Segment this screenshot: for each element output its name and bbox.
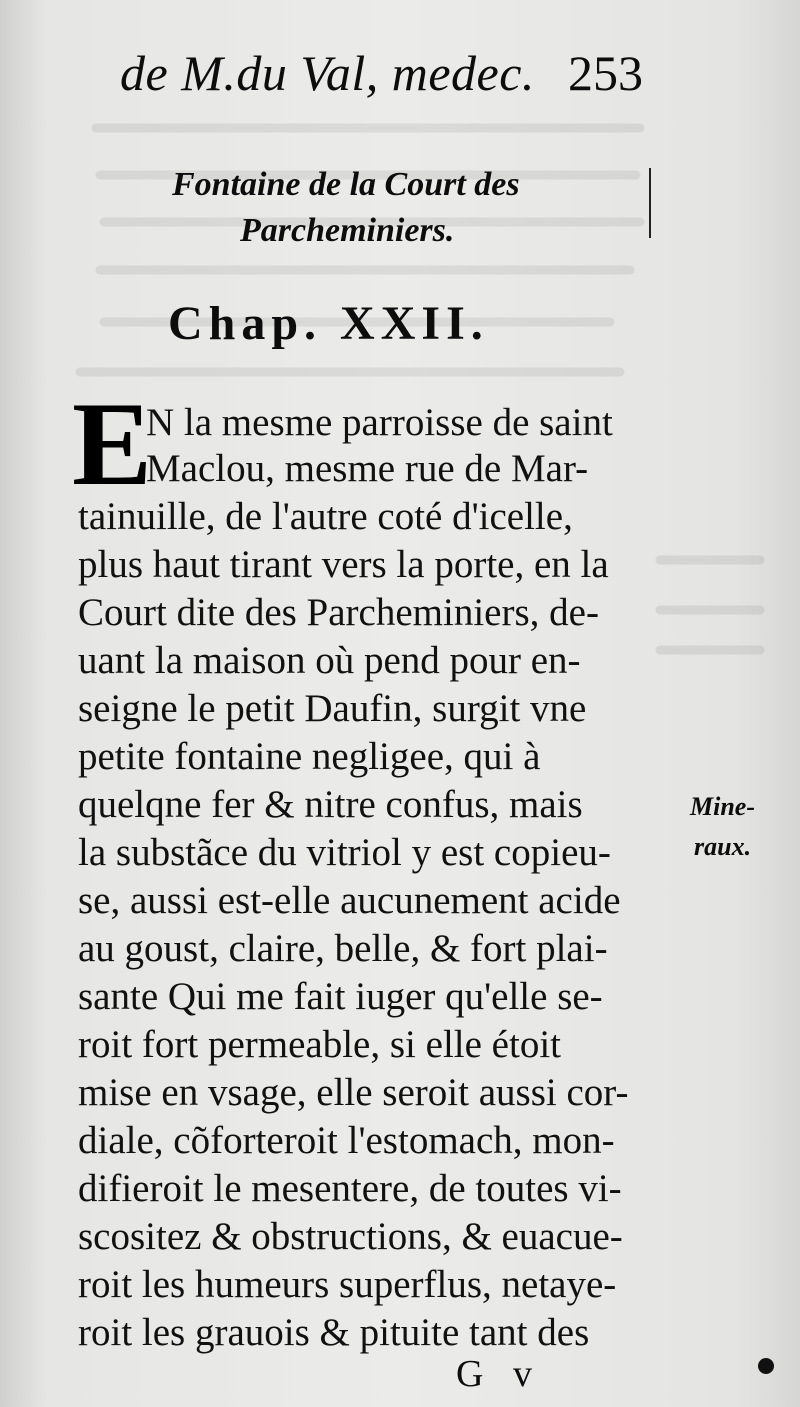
margin-note-line-1: Mine-: [690, 792, 755, 821]
text-line: scositez & obstructions, & euacue-: [78, 1215, 623, 1258]
text-line: Maclou, mesme rue de Mar-: [146, 447, 589, 490]
text-line: tainuille, de l'autre coté d'icelle,: [78, 495, 573, 538]
text-line: Court dite des Parcheminiers, de-: [78, 591, 599, 634]
text-line: seigne le petit Daufin, surgit vne: [78, 687, 587, 730]
text-line: quelqne fer & nitre confus, mais: [78, 783, 583, 826]
text-line: difieroit le mesentere, de toutes vi-: [78, 1167, 622, 1210]
drop-cap-initial: E: [72, 377, 153, 510]
ink-spot: [758, 1358, 774, 1374]
page-number: 253: [568, 45, 643, 101]
text-line: roit fort permeable, si elle étoit: [78, 1023, 561, 1066]
text-line: mise en vsage, elle seroit aussi cor-: [78, 1071, 629, 1114]
text-line: diale, cõforteroit l'estomach, mon-: [78, 1119, 615, 1162]
signature-mark: G v: [456, 1353, 542, 1395]
margin-note-line-2: raux.: [694, 832, 752, 861]
text-line: uant la maison où pend pour en-: [78, 639, 581, 682]
running-head: [120, 40, 650, 110]
text-line: petite fontaine negligee, qui à: [78, 735, 541, 778]
text-line: la substãce du vitriol y est copieu-: [78, 831, 611, 874]
text-line: N la mesme parroisse de saint: [146, 401, 613, 444]
running-head-title: de M.du Val, medec.: [120, 45, 535, 101]
text-line: sante Qui me fait iuger qu'elle se-: [78, 975, 603, 1018]
text-line: plus haut tirant vers la porte, en la: [78, 543, 609, 586]
text-line: se, aussi est-elle aucunement acide: [78, 879, 621, 922]
section-heading-line-2: Parcheminiers.: [240, 212, 455, 249]
section-heading-line-1: Fontaine de la Court des: [172, 166, 520, 203]
text-line: au goust, claire, belle, & fort plai-: [78, 927, 608, 970]
chapter-label: Chap. XXII.: [168, 297, 489, 350]
text-line: roit les humeurs superflus, netaye-: [78, 1263, 617, 1306]
text-line: roit les grauois & pituite tant des: [78, 1311, 590, 1354]
